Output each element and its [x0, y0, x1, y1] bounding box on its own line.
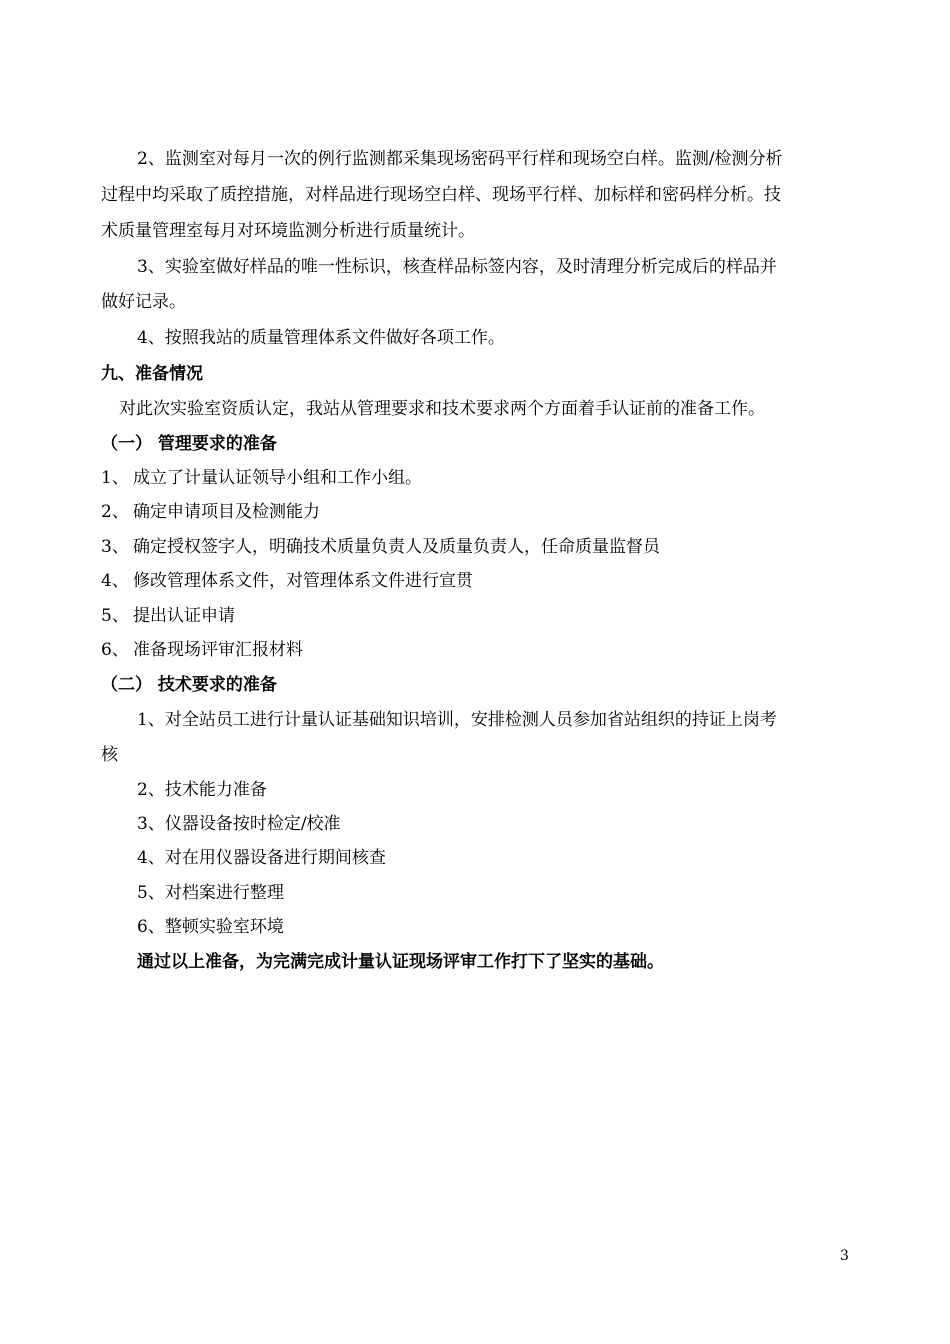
list-item [101, 604, 235, 628]
list-item [101, 638, 303, 662]
list-item [101, 500, 320, 524]
list-item-text: 成立了计量认证领导小组和工作小组。 [133, 468, 422, 488]
list-item-text: 修改管理体系文件，对管理体系文件进行宣贯 [133, 571, 473, 591]
page-number: 3 [840, 1248, 849, 1264]
technical-item: 4、对在用仪器设备进行期间核查 [137, 848, 386, 868]
qc-paragraph-4: 4、按照我站的质量管理体系文件做好各项工作。 [137, 328, 505, 348]
list-item [101, 569, 473, 593]
subheading-technical: （二） 技术要求的准备 [101, 675, 277, 695]
preparation-intro: 对此次实验室资质认定，我站从管理要求和技术要求两个方面着手认证前的准备工作。 [119, 399, 765, 419]
list-item-number: 5、 [101, 606, 129, 626]
list-item-number: 3、 [101, 537, 129, 557]
list-item-number: 2、 [101, 502, 129, 522]
section-heading-preparation: 九、准备情况 [101, 364, 203, 384]
qc-paragraph-2-line-1: 2、监测室对每月一次的例行监测都采集现场密码平行样和现场空白样。监测/检测分析 [137, 149, 783, 169]
list-item-number: 1、 [101, 468, 129, 488]
list-item-text: 准备现场评审汇报材料 [133, 640, 303, 660]
technical-item: 5、对档案进行整理 [137, 883, 284, 903]
conclusion: 通过以上准备，为完满完成计量认证现场评审工作打下了坚实的基础。 [137, 952, 664, 972]
list-item-number: 4、 [101, 571, 129, 591]
qc-paragraph-3-line-1: 3、实验室做好样品的唯一性标识，核查样品标签内容，及时清理分析完成后的样品并 [137, 257, 777, 277]
qc-paragraph-2-line-3: 术质量管理室每月对环境监测分析进行质量统计。 [101, 221, 475, 241]
list-item-number: 6、 [101, 640, 129, 660]
list-item-text: 提出认证申请 [133, 606, 235, 626]
qc-paragraph-2-line-2: 过程中均采取了质控措施，对样品进行现场空白样、现场平行样、加标样和密码样分析。技 [101, 185, 781, 205]
list-item-text: 确定授权签字人，明确技术质量负责人及质量负责人，任命质量监督员 [133, 537, 660, 557]
technical-item: 3、仪器设备按时检定/校准 [137, 814, 341, 834]
list-item [101, 466, 422, 490]
technical-item-1-line-2: 核 [101, 745, 118, 765]
technical-item: 6、整顿实验室环境 [137, 917, 284, 937]
subheading-management: （一） 管理要求的准备 [101, 434, 277, 454]
technical-item: 2、技术能力准备 [137, 780, 267, 800]
list-item [101, 535, 660, 559]
list-item-text: 确定申请项目及检测能力 [133, 502, 320, 522]
qc-paragraph-3-line-2: 做好记录。 [101, 292, 186, 312]
technical-item-1-line-1: 1、对全站员工进行计量认证基础知识培训，安排检测人员参加省站组织的持证上岗考 [137, 710, 777, 730]
